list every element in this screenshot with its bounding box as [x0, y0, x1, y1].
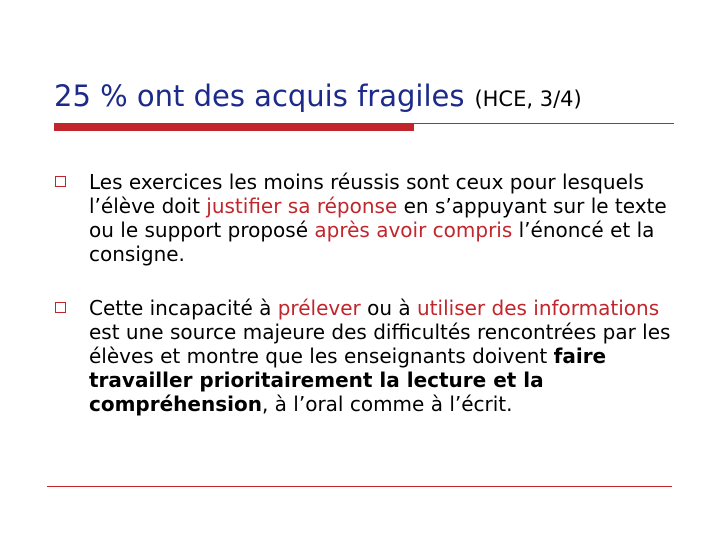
- footer-divider: [47, 486, 672, 487]
- slide-title-source: (HCE, 3/4): [474, 87, 582, 111]
- bullet-2-highlight-prelever: prélever: [277, 296, 361, 320]
- title-underline-thick: [54, 124, 414, 131]
- bullet-text-2: [89, 296, 674, 416]
- bullet-1-highlight-compris: après avoir compris: [314, 218, 513, 242]
- bullet-2-part-4: , à l’oral comme à l’écrit.: [261, 392, 513, 416]
- hollow-square-bullet-icon: [55, 302, 66, 313]
- bullet-2-part-1: Cette incapacité à: [89, 296, 278, 320]
- bullet-1-part-1: Les exercices les moins réussis sont ceux pour lesquels l’élève doit: [89, 170, 644, 218]
- slide-title-text: 25 % ont des acquis fragiles: [54, 79, 465, 113]
- bullet-1-highlight-justifier: justifier sa réponse: [206, 194, 398, 218]
- bullet-2-part-2: ou à: [360, 296, 417, 320]
- bullet-1-part-2: en s’appuyant sur le texte ou le support proposé: [89, 194, 667, 242]
- bullet-2-highlight-utiliser: utiliser des informations: [417, 296, 660, 320]
- slide-title: [54, 78, 582, 117]
- hollow-square-bullet-icon: [55, 176, 66, 187]
- bullet-1-part-3: l’énoncé et la consigne.: [89, 218, 655, 266]
- bullet-item-2: [54, 296, 674, 416]
- bullet-text-1: [89, 170, 674, 266]
- bullet-2-bold-emphasis: faire travailler prioritairement la lecture et la compréhension: [89, 344, 607, 416]
- bullet-item-1: [54, 170, 674, 266]
- bullet-2-part-3: est une source majeure des difficultés rencontrées par les élèves et montre que les enseignants doivent: [89, 320, 671, 368]
